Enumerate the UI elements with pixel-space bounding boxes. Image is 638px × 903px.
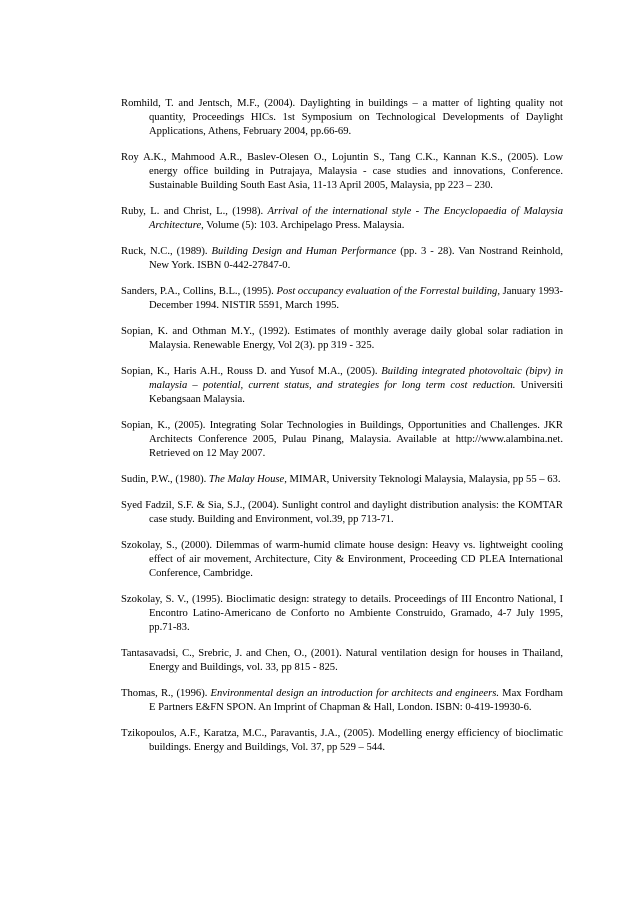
reference-text-tail: Universiti Kebangsaan Malaysia.: [149, 380, 563, 405]
reference-entry: [121, 727, 563, 755]
reference-entry: [121, 499, 563, 527]
reference-text: Syed Fadzil, S.F. & Sia, S.J., (2004). Sunlight control and daylight distribution analysis: the KOMTAR case study. Building and Environment, vol.39, pp 713-71.: [121, 500, 563, 525]
reference-entry: [121, 245, 563, 273]
reference-text: Tzikopoulos, A.F., Karatza, M.C., Paravantis, J.A., (2005). Modelling energy efficiency of bioclimatic buildings. Energy and Buildings, Vol. 37, pp 529 – 544.: [121, 728, 563, 753]
reference-text-tail: , Volume (5): 103. Archipelago Press. Malaysia.: [201, 220, 405, 231]
reference-text: Thomas, R., (1996).: [121, 688, 211, 699]
reference-text: Tantasavadsi, C., Srebric, J. and Chen, O., (2001). Natural ventilation design for houses in Thailand, Energy and Buildings, vol. 33, pp 815 - 825.: [121, 648, 563, 673]
reference-entry: [121, 647, 563, 675]
reference-text: Szokolay, S., (2000). Dilemmas of warm-humid climate house design: Heavy vs. lightweight cooling effect of air movement, Architecture, City & Environment, Proceeding CD PLEA International Conference, Cambridge.: [121, 540, 563, 579]
reference-text: Szokolay, S. V., (1995). Bioclimatic design: strategy to details. Proceedings of III Encontro National, I Encontro Latino-Americano de Conforto no Ambiente Construido, Gramado, 4-7 July 1995, pp.71-83.: [121, 594, 563, 633]
reference-title-italic: The Malay House: [208, 474, 285, 485]
reference-entry: [121, 365, 563, 407]
reference-entry: [121, 593, 563, 635]
reference-text: Ruck, N.C., (1989).: [121, 246, 212, 257]
reference-title-italic: Building Design and Human Performance: [211, 246, 397, 257]
reference-entry: [121, 419, 563, 461]
reference-entry: [121, 325, 563, 353]
reference-text: Sopian, K., Haris A.H., Rouss D. and Yusof M.A., (2005).: [121, 366, 382, 377]
reference-text: Sopian, K. and Othman M.Y., (1992). Estimates of monthly average daily global solar radiation in Malaysia. Renewable Energy, Vol 2(3). pp 319 - 325.: [121, 326, 563, 351]
reference-text-tail: January 1993-December 1994. NISTIR 5591, March 1995.: [149, 286, 563, 311]
reference-entry: [121, 539, 563, 581]
reference-text: Sanders, P.A., Collins, B.L., (1995).: [121, 286, 277, 297]
reference-title-italic: Environmental design an introduction for architects and engineers.: [210, 688, 499, 699]
reference-text: Romhild, T. and Jentsch, M.F., (2004). Daylighting in buildings – a matter of lighting quality not quantity, Proceedings HICs. 1st Symposium on Technological Developments of Daylight Applications, Athens, February 2004, pp.66-69.: [121, 98, 563, 137]
reference-text: Roy A.K., Mahmood A.R., Baslev-Olesen O., Lojuntin S., Tang C.K., Kannan K.S., (2005). Low energy office building in Putrajaya, Malaysia - case studies and innovations, Conference. Sustainable Building South East Asia, 11-13 April 2005, Malaysia, pp 223 – 230.: [121, 152, 563, 191]
reference-list: [121, 97, 563, 767]
reference-text-tail: , MIMAR, University Teknologi Malaysia, Malaysia, pp 55 – 63.: [284, 474, 561, 485]
reference-text: Sopian, K., (2005). Integrating Solar Technologies in Buildings, Opportunities and Challenges. JKR Architects Conference 2005, Pulau Pinang, Malaysia. Available at http://www.alambina.net. Retrieved on 12 May 2007.: [121, 420, 563, 459]
reference-entry: [121, 285, 563, 313]
reference-entry: [121, 687, 563, 715]
reference-text-tail: Max Fordham E Partners E&FN SPON. An Imprint of Chapman & Hall, London. ISBN: 0-419-19930-6.: [149, 688, 564, 713]
reference-entry: [121, 151, 563, 193]
reference-text-tail: (pp. 3 - 28). Van Nostrand Reinhold, New York. ISBN 0-442-27847-0.: [149, 246, 564, 271]
reference-text: Sudin, P.W., (1980).: [121, 474, 209, 485]
reference-entry: [121, 97, 563, 139]
reference-text: Ruby, L. and Christ, L., (1998).: [121, 206, 268, 217]
reference-title-italic: Post occupancy evaluation of the Forrestal building,: [276, 286, 501, 297]
reference-entry: [121, 473, 563, 487]
reference-title-italic: Building integrated photovoltaic (bipv) in malaysia – potential, current status, and strategies for long term cost reduction.: [149, 366, 563, 391]
reference-entry: [121, 205, 563, 233]
reference-title-italic: Arrival of the international style - The Encyclopaedia of Malaysia Architecture: [149, 206, 563, 231]
